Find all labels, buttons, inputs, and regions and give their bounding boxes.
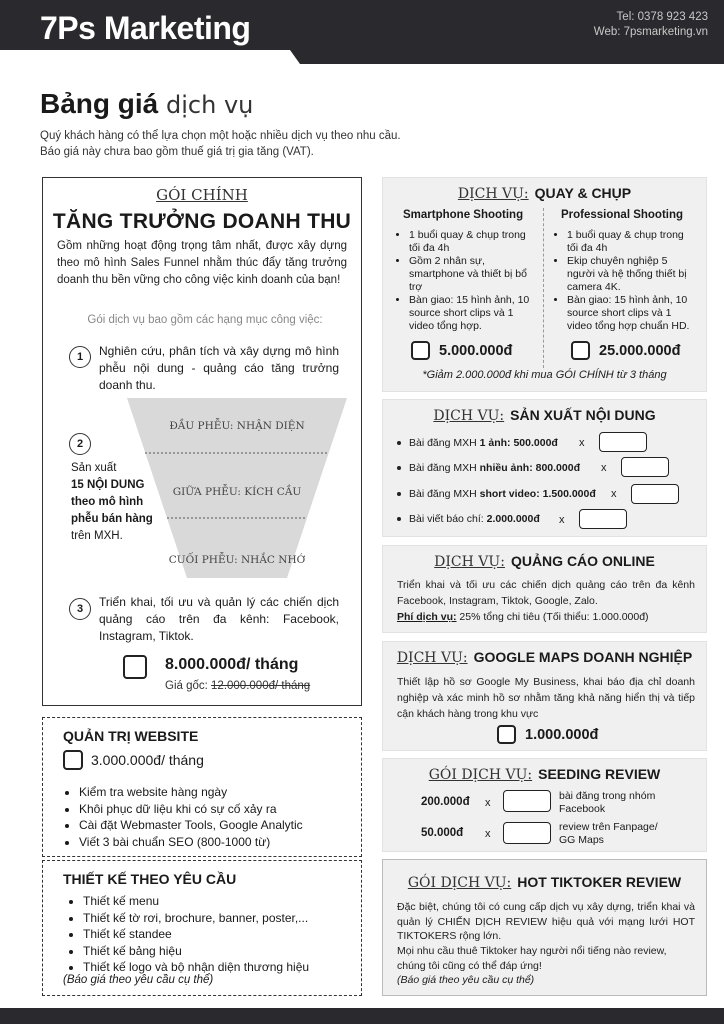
brand-logo[interactable]: 7Ps Marketing — [40, 10, 251, 46]
service-prefix: DỊCH VỤ: — [457, 186, 529, 202]
content-row-price: nhiều ảnh: 800.000đ — [479, 462, 580, 474]
professional-shooting-title: Professional Shooting — [561, 209, 684, 221]
main-package-description: Gồm những hoạt động trọng tâm nhất, được xây dựng theo mô hình Sales Funnel nhằm thúc đẩy tăng trưởng doanh thu bền vững cho công việc kinh doanh của bạn! — [57, 240, 347, 286]
hot-tiktoker-para-2: Mọi nhu cầu thuê Tiktoker hay người nổi tiếng nào review, chúng tôi cũng có thể đáp ứng! — [397, 945, 667, 972]
step-1-badge: 1 — [69, 346, 91, 368]
original-price-label: Giá gốc: — [165, 680, 208, 692]
seeding-review-heading — [383, 766, 706, 783]
intro-text — [40, 128, 401, 160]
online-ads-description: Triển khai và tối ưu các chiến dịch quảng cáo trên đa kênh Facebook, Instagram, Tiktok, Google, Zalo. — [397, 579, 695, 607]
step-2-badge: 2 — [69, 433, 91, 455]
main-package-label: GÓI CHÍNH — [156, 186, 248, 204]
service-title: SEEDING REVIEW — [538, 766, 661, 782]
fee-value: 25% tổng chi tiêu (Tối thiểu: 1.000.000đ) — [456, 611, 649, 623]
funnel-stage-bottom: CUỐI PHỄU: NHẮC NHỚ — [168, 554, 306, 566]
main-package-headline: TĂNG TRƯỞNG DOANH THU — [52, 210, 352, 233]
smartphone-shooting-title: Smartphone Shooting — [403, 209, 524, 221]
funnel-stage-middle: GIỮA PHỄU: KÍCH CẦU — [172, 486, 302, 498]
service-title: QUẢNG CÁO ONLINE — [510, 553, 655, 569]
smartphone-shooting-checkbox[interactable] — [411, 341, 430, 360]
photo-video-card — [382, 177, 707, 392]
content-row-single-image — [397, 437, 558, 449]
smartphone-shooting-list — [409, 229, 533, 333]
page-title — [40, 88, 253, 120]
step-3-badge: 3 — [69, 598, 91, 620]
website-management-heading: QUẢN TRỊ WEBSITE — [63, 728, 199, 744]
list-item: • Khôi phục dữ liệu khi có sự cố xảy ra — [79, 801, 303, 818]
multiply-sign: x — [579, 437, 585, 449]
bullet-dot — [397, 492, 401, 496]
service-title: SẢN XUẤT NỘI DUNG — [510, 407, 656, 423]
multiply-sign: x — [485, 797, 491, 809]
list-item: • Thiết kế menu — [83, 893, 309, 910]
service-prefix: GÓI DỊCH VỤ: — [428, 767, 533, 783]
bullet-dot — [397, 441, 401, 445]
column-divider — [543, 208, 544, 368]
website-management-checkbox[interactable] — [63, 750, 83, 770]
list-item: • Bàn giao: 15 hình ảnh, 10 source short clips và 1 video tổng hợp chuẩn HD. — [567, 294, 695, 333]
online-ads-fee — [397, 611, 649, 623]
list-item: • Cài đặt Webmaster Tools, Google Analytic — [79, 817, 303, 834]
design-heading: THIẾT KẾ THEO YÊU CẦU — [63, 871, 237, 887]
page-title-normal: dịch vụ — [166, 91, 254, 119]
multiply-sign: x — [485, 828, 491, 840]
step-3-text: Triển khai, tối ưu và quản lý các chiến dịch quảng cáo trên đa kênh: Facebook, Instagram, Tiktok. — [99, 595, 339, 643]
content-row-label: Bài đăng MXH — [409, 462, 480, 474]
google-maps-checkbox[interactable] — [497, 725, 516, 744]
content-production-card — [382, 399, 707, 537]
content-row-label: Bài đăng MXH — [409, 437, 480, 449]
service-prefix: DỊCH VỤ: — [434, 554, 505, 570]
service-title: GOOGLE MAPS DOANH NGHIỆP — [473, 649, 693, 665]
google-maps-card — [382, 641, 707, 751]
main-package-subtitle: Gói dịch vụ bao gồm các hạng mục công việc: — [87, 314, 323, 326]
content-row-label: Bài đăng MXH — [409, 488, 480, 500]
step-2-prefix: Sản xuất — [71, 462, 117, 474]
hot-tiktoker-heading — [383, 874, 706, 891]
list-item: • Viết 3 bài chuẩn SEO (800-1000 từ) — [79, 834, 303, 851]
professional-shooting-price: 25.000.000đ — [599, 343, 681, 359]
fee-label: Phí dịch vụ: — [397, 611, 457, 623]
hot-tiktoker-note: (Báo giá theo yêu cầu cụ thể) — [397, 974, 535, 986]
page-title-bold: Bảng giá — [40, 88, 159, 119]
hot-tiktoker-card — [382, 859, 707, 996]
google-maps-heading — [383, 649, 706, 666]
content-production-heading — [383, 407, 706, 424]
header-bar — [0, 0, 724, 50]
original-price-value: 12.000.000đ/ tháng — [211, 680, 311, 692]
funnel-stage-top: ĐẦU PHỄU: NHẬN DIỆN — [169, 420, 305, 432]
list-item: • Thiết kế standee — [83, 926, 309, 943]
bullet-dot — [397, 466, 401, 470]
main-package-checkbox[interactable] — [123, 655, 147, 679]
seeding-fanpage-desc: review trên Fanpage/ GG Maps — [559, 821, 658, 846]
main-package-original-price — [165, 680, 310, 692]
content-row-price: short video: 1.500.000đ — [479, 488, 596, 500]
google-maps-description: Thiết lập hồ sơ Google My Business, khai báo địa chỉ doanh nghiệp và xác minh hồ sơ nhằm tăng khả năng hiển thị và tiếp cận khách hàng trong khu vực — [397, 676, 695, 720]
seeding-group-desc: bài đăng trong nhóm Facebook — [559, 790, 656, 815]
list-item: • Bàn giao: 15 hình ảnh, 10 source short clips và 1 video tổng hợp. — [409, 294, 533, 333]
photo-video-heading — [383, 185, 706, 202]
online-ads-heading — [383, 553, 706, 570]
design-note: (Báo giá theo yêu cầu cụ thể) — [63, 974, 214, 986]
design-list — [83, 893, 309, 976]
step-2-suffix: trên MXH. — [71, 530, 123, 542]
professional-shooting-checkbox[interactable] — [571, 341, 590, 360]
header-strip — [300, 50, 724, 64]
quantity-input-group-post[interactable] — [503, 790, 551, 812]
content-row-press-article — [397, 513, 540, 525]
service-prefix: DỊCH VỤ: — [396, 650, 468, 666]
step-2-highlight: 15 NỘI DUNG theo mô hình phễu bán hàng — [71, 479, 153, 525]
seeding-group-price: 200.000đ — [421, 796, 470, 808]
list-item: • Gồm 2 nhân sự, smartphone và thiết bị bổ trợ — [409, 255, 533, 294]
main-package-price: 8.000.000đ/ tháng — [165, 656, 299, 673]
list-item: • Kiểm tra website hàng ngày — [79, 784, 303, 801]
list-item: • Thiết kế tờ rơi, brochure, banner, poster,... — [83, 910, 309, 927]
quantity-input-multi-image[interactable] — [621, 457, 669, 477]
list-item: • Thiết kế bảng hiệu — [83, 943, 309, 960]
list-item: • Thiết kế logo và bộ nhận diện thương hiệu — [83, 959, 309, 976]
discount-note: *Giảm 2.000.000đ khi mua GÓI CHÍNH từ 3 tháng — [422, 369, 667, 381]
intro-line-2: Báo giá này chưa bao gồm thuế giá trị gia tăng (VAT). — [40, 146, 314, 158]
google-maps-price: 1.000.000đ — [525, 727, 599, 743]
design-on-demand-card — [42, 860, 362, 996]
footer-bar — [0, 1008, 724, 1024]
service-title: QUAY & CHỤP — [534, 185, 632, 201]
online-ads-card — [382, 545, 707, 633]
list-item: • Ekip chuyên nghiệp 5 người và hệ thống thiết bị camera 4K. — [567, 255, 695, 294]
quantity-input-single-image[interactable] — [599, 432, 647, 452]
quantity-input-press-article[interactable] — [579, 509, 627, 529]
content-row-multi-image — [397, 462, 580, 474]
header-notch — [290, 50, 310, 64]
quantity-input-fanpage-review[interactable] — [503, 822, 551, 844]
quantity-input-short-video[interactable] — [631, 484, 679, 504]
step-1-text: Nghiên cứu, phân tích và xây dựng mô hình phễu nội dung - quảng cáo tăng trưởng doanh thu. — [99, 344, 339, 392]
website-management-card — [42, 717, 362, 857]
professional-shooting-list — [567, 229, 695, 333]
content-row-label: Bài viết báo chí: — [409, 513, 487, 525]
smartphone-shooting-price: 5.000.000đ — [439, 343, 513, 359]
main-package-card — [42, 177, 362, 706]
content-row-price: 2.000.000đ — [486, 513, 540, 525]
list-item: • 1 buổi quay & chụp trong tối đa 4h — [567, 229, 695, 255]
contact-info — [594, 10, 708, 40]
seeding-review-card — [382, 758, 707, 852]
hot-tiktoker-para-1: Đặc biệt, chúng tôi có cung cấp dịch vụ xây dựng, triển khai và quản lý CHIẾN DỊCH REVIEW hiệu quả với mạng lưới HOT TIKTOKERS rộng lớn. — [397, 901, 695, 942]
multiply-sign: x — [559, 514, 565, 526]
website-management-list — [79, 784, 303, 850]
phone-text[interactable]: Tel: 0378 923 423 — [616, 11, 708, 23]
intro-line-1: Quý khách hàng có thể lựa chọn một hoặc nhiều dịch vụ theo nhu cầu. — [40, 130, 401, 142]
service-title: HOT TIKTOKER REVIEW — [517, 874, 682, 890]
service-prefix: GÓI DỊCH VỤ: — [407, 875, 512, 891]
list-item: • 1 buổi quay & chụp trong tối đa 4h — [409, 229, 533, 255]
website-management-price: 3.000.000đ/ tháng — [91, 752, 204, 768]
seeding-fanpage-price: 50.000đ — [421, 827, 464, 839]
bullet-dot — [397, 517, 401, 521]
multiply-sign: x — [601, 462, 607, 474]
multiply-sign: x — [611, 488, 617, 500]
step-2-text — [71, 460, 161, 545]
content-row-price: 1 ảnh: 500.000đ — [479, 437, 558, 449]
content-row-short-video — [397, 488, 596, 500]
website-text[interactable]: Web: 7psmarketing.vn — [593, 26, 708, 38]
service-prefix: DỊCH VỤ: — [433, 408, 505, 424]
